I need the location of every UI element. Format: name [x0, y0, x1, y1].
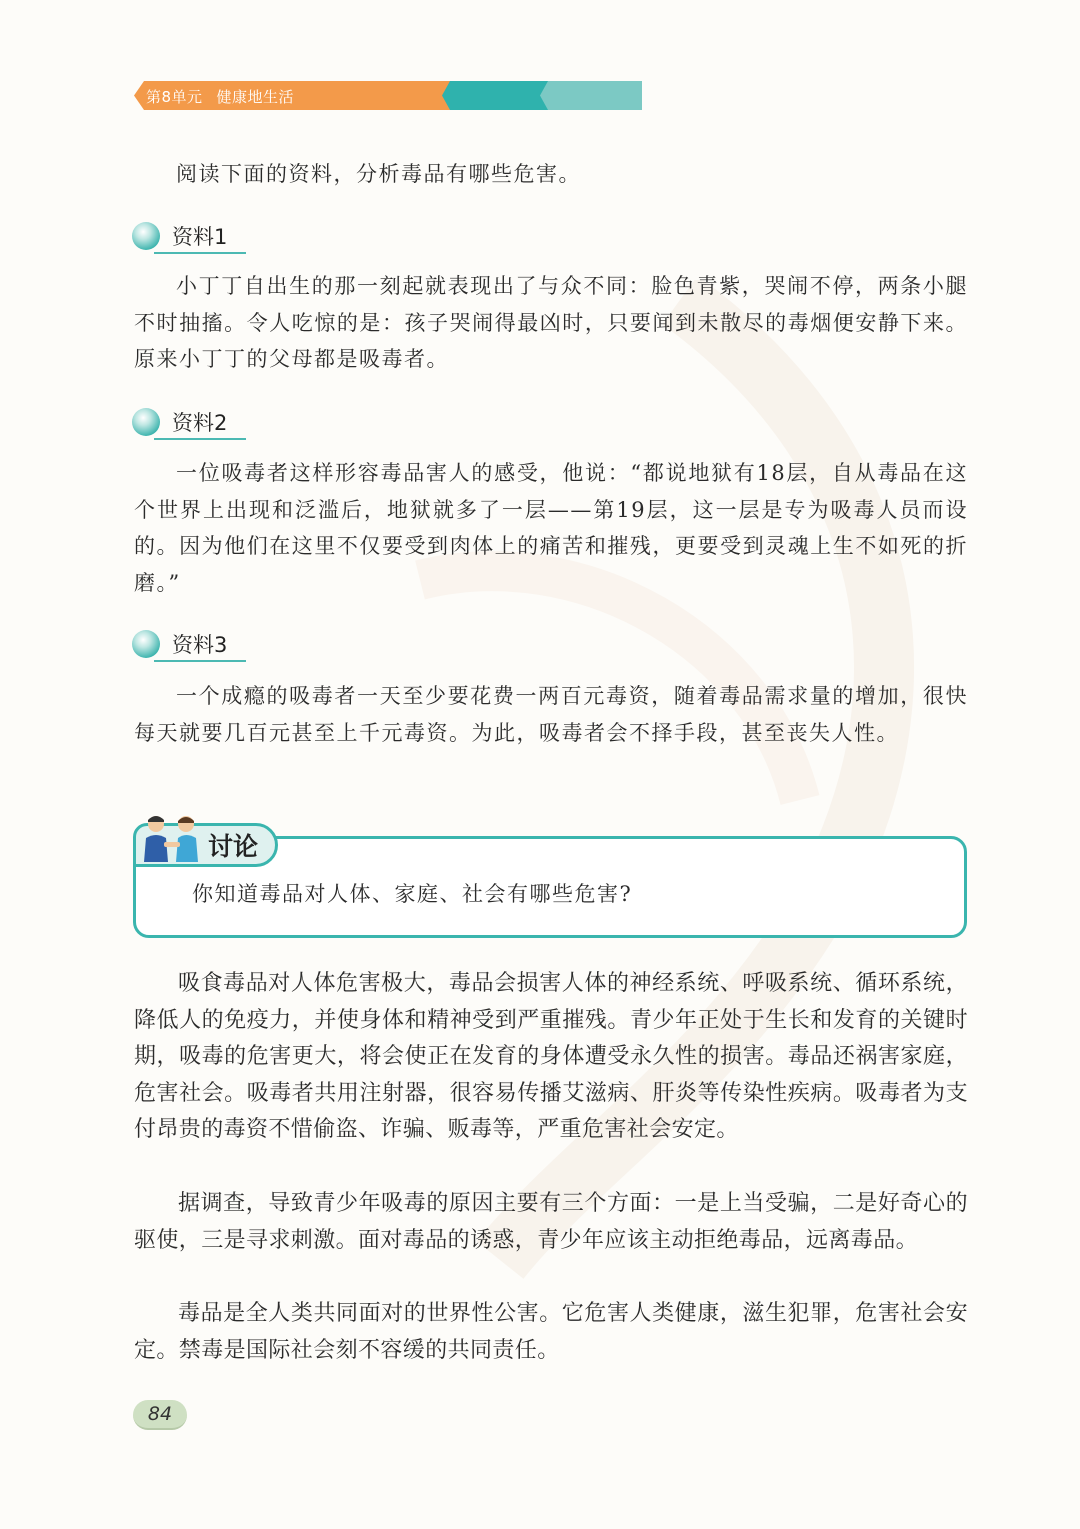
- material-2-title: 资料2: [172, 411, 228, 435]
- bullet-circle-icon: [132, 408, 160, 436]
- discussion-title: 讨论: [208, 832, 259, 861]
- intro-text: 阅读下面的资料，分析毒品有哪些危害。: [176, 162, 581, 186]
- unit-name: 健康地生活: [216, 88, 295, 106]
- label-underline: [154, 252, 246, 254]
- page-number-badge: [133, 1400, 187, 1430]
- body-paragraph-3: 毒品是全人类共同面对的世界性公害。它危害人类健康，滋生犯罪，危害社会安定。禁毒是国际社会刻不容缓的共同责任。: [134, 1301, 968, 1363]
- bullet-circle-icon: [132, 630, 160, 658]
- unit-title: [146, 86, 294, 107]
- material-1-text: 小丁丁自出生的那一刻起就表现出了与众不同：脸色青紫，哭闹不停，两条小腿不时抽搐。令人吃惊的是：孩子哭闹得最凶时，只要闻到未散尽的毒烟便安静下来。原来小丁丁的父母都是吸毒者。: [134, 274, 968, 371]
- page-number: 84: [147, 1403, 173, 1425]
- header-teal-segment: [442, 81, 554, 110]
- discussion-people-icon: [140, 812, 206, 864]
- material-3-text: 一个成瘾的吸毒者一天至少要花费一两百元毒资，随着毒品需求量的增加，很快每天就要几百元甚至上千元毒资。为此，吸毒者会不择手段，甚至丧失人性。: [134, 684, 968, 745]
- label-underline: [154, 660, 246, 662]
- material-3-title: 资料3: [172, 633, 228, 657]
- unit-number: 第8单元: [146, 88, 203, 106]
- label-underline: [154, 438, 246, 440]
- bullet-circle-icon: [132, 222, 160, 250]
- material-1-title: 资料1: [172, 225, 228, 249]
- material-2-text: 一位吸毒者这样形容毒品害人的感受，他说：“都说地狱有18层，自从毒品在这个世界上出现和泛滥后，地狱就多了一层——第19层，这一层是专为吸毒人员而设的。因为他们在这里不仅要受到肉体上的痛苦和摧残，更要受到灵魂上生不如死的折磨。”: [134, 461, 968, 595]
- header-light-segment: [540, 81, 642, 110]
- discussion-question: 你知道毒品对人体、家庭、社会有哪些危害?: [192, 882, 633, 906]
- body-paragraph-1: 吸食毒品对人体危害极大，毒品会损害人体的神经系统、呼吸系统、循环系统，降低人的免疫力，并使身体和精神受到严重摧残。青少年正处于生长和发育的关键时期，吸毒的危害更大，将会使正在发育的身体遭受永久性的损害。毒品还祸害家庭，危害社会。吸毒者共用注射器，很容易传播艾滋病、肝炎等传染性疾病。吸毒者为支付昂贵的毒资不惜偷盗、诈骗、贩毒等，严重危害社会安定。: [134, 971, 968, 1142]
- body-paragraph-2: 据调查，导致青少年吸毒的原因主要有三个方面：一是上当受骗，二是好奇心的驱使，三是寻求刺激。面对毒品的诱惑，青少年应该主动拒绝毒品，远离毒品。: [134, 1191, 968, 1253]
